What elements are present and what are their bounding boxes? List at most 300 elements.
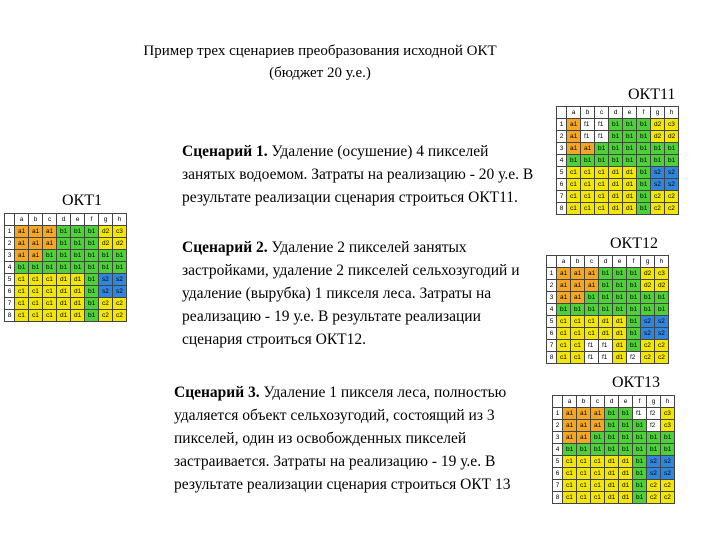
grid-col-header: h	[665, 107, 679, 119]
grid-cell: b1	[619, 444, 633, 456]
grid-col-header: g	[647, 396, 661, 408]
grid-row	[553, 492, 675, 504]
grid-cell: c1	[563, 456, 577, 468]
grid-row	[557, 119, 679, 131]
grid-cell: b1	[29, 262, 43, 274]
grid-cell: f1	[595, 131, 609, 143]
grid-cell: c1	[563, 468, 577, 480]
grid-cell: b1	[99, 262, 113, 274]
grid-cell: b1	[605, 444, 619, 456]
grid-cell: s2	[113, 274, 127, 286]
grid-cell: s2	[651, 179, 665, 191]
grid-cell: b1	[599, 280, 613, 292]
grid-cell: c2	[641, 340, 655, 352]
grid-cell: c1	[43, 274, 57, 286]
grid-cell: b1	[647, 432, 661, 444]
grid-cell: c2	[655, 340, 669, 352]
grid-cell: c1	[591, 480, 605, 492]
grid-row-number: 3	[547, 292, 557, 304]
grid-cell: b1	[613, 268, 627, 280]
grid-cell: s2	[99, 286, 113, 298]
grid-row-number: 8	[5, 310, 15, 322]
grid-cell: s2	[651, 167, 665, 179]
grid-cell: c1	[571, 316, 585, 328]
grid-cell: a1	[29, 226, 43, 238]
grid-cell: a1	[563, 432, 577, 444]
grid-row-number: 2	[547, 280, 557, 292]
grid-cell: f2	[627, 352, 641, 364]
page-title	[60, 40, 580, 84]
grid-row-number: 5	[553, 456, 563, 468]
grid-row	[553, 420, 675, 432]
grid-cell: b1	[85, 298, 99, 310]
grid-row	[5, 250, 127, 262]
grid-cell: c1	[563, 480, 577, 492]
grid-col-header: b	[571, 256, 585, 268]
grid-corner	[5, 214, 15, 226]
grid-cell: c1	[585, 316, 599, 328]
grid-cell: c1	[591, 468, 605, 480]
grid-cell: c1	[43, 310, 57, 322]
grid-cell: c1	[571, 328, 585, 340]
grid-cell: b1	[595, 143, 609, 155]
grid-cell: b1	[585, 292, 599, 304]
grid-cell: b1	[85, 274, 99, 286]
grid-row	[5, 226, 127, 238]
grid-cell: d1	[613, 352, 627, 364]
grid-cell: c2	[99, 310, 113, 322]
grid-cell: b1	[15, 262, 29, 274]
grid-cell: b1	[99, 250, 113, 262]
grid-row-number: 6	[557, 179, 567, 191]
grid-row-number: 6	[547, 328, 557, 340]
grid-row	[557, 191, 679, 203]
grid-cell: b1	[591, 444, 605, 456]
scenario-3-head: Сценарий 3.	[174, 384, 260, 401]
grid-cell: a1	[585, 268, 599, 280]
grid-cell: f1	[633, 408, 647, 420]
grid-cell: a1	[571, 268, 585, 280]
grid-cell: c2	[661, 480, 675, 492]
grid-cell: b1	[633, 468, 647, 480]
grid-cell: a1	[43, 238, 57, 250]
grid-cell: d1	[71, 286, 85, 298]
grid-cell: f1	[599, 340, 613, 352]
grid-cell: s2	[647, 468, 661, 480]
grid-row	[557, 167, 679, 179]
grid-row	[553, 408, 675, 420]
grid-cell: d1	[71, 310, 85, 322]
grid-col-header: a	[15, 214, 29, 226]
grid-row-number: 7	[557, 191, 567, 203]
grid-row	[547, 292, 669, 304]
grid-row-number: 3	[5, 250, 15, 262]
grid-cell: b1	[609, 155, 623, 167]
grid-cell: a1	[567, 143, 581, 155]
grid-cell: d2	[655, 280, 669, 292]
grid-row	[547, 328, 669, 340]
grid-cell: b1	[85, 250, 99, 262]
grid-cell: b1	[113, 262, 127, 274]
grid-cell: a1	[29, 238, 43, 250]
grid-cell: d2	[651, 131, 665, 143]
grid-cell: c1	[577, 480, 591, 492]
grid-cell: a1	[557, 268, 571, 280]
grid-cell: c1	[581, 179, 595, 191]
grid-cell: c1	[15, 310, 29, 322]
grid-cell: b1	[637, 179, 651, 191]
grid-cell: b1	[591, 432, 605, 444]
grid-row	[5, 238, 127, 250]
grid-cell: b1	[595, 155, 609, 167]
grid-cell: d2	[651, 119, 665, 131]
grid-cell: c1	[15, 298, 29, 310]
grid-cell: b1	[627, 292, 641, 304]
grid-cell: s2	[661, 468, 675, 480]
grid-cell: b1	[655, 304, 669, 316]
grid-corner	[557, 107, 567, 119]
grid-cell: b1	[605, 432, 619, 444]
grid-cell: a1	[29, 250, 43, 262]
grid-cell: b1	[651, 143, 665, 155]
grid-row	[553, 444, 675, 456]
scenario-2-text: Удаление 2 пикселей занятых застройками, удаление 2 пикселей сельхозугодий и удаление (вырубка) 1 пикселя леса. Затраты на реализацию - 19 у.е. В результате реализации сценария строиться ОКТ12.	[182, 239, 520, 348]
grid-cell: b1	[627, 340, 641, 352]
grid-cell: d1	[613, 340, 627, 352]
grid-cell: b1	[651, 155, 665, 167]
grid-cell: b1	[627, 304, 641, 316]
grid-cell: b1	[577, 444, 591, 456]
grid-col-header: c	[43, 214, 57, 226]
grid-cell: s2	[113, 286, 127, 298]
grid-cell: c1	[563, 492, 577, 504]
grid-cell: c1	[557, 352, 571, 364]
grid-row-number: 4	[557, 155, 567, 167]
grid-row	[557, 179, 679, 191]
grid-cell: b1	[633, 492, 647, 504]
grid-cell: b1	[581, 155, 595, 167]
grid-cell: b1	[661, 432, 675, 444]
scenario-3	[174, 381, 524, 496]
scenario-1	[182, 140, 537, 209]
grid-row	[557, 143, 679, 155]
grid-corner	[553, 396, 563, 408]
grid-cell: c1	[577, 456, 591, 468]
grid-cell: b1	[85, 226, 99, 238]
grid-cell: f1	[595, 119, 609, 131]
grid-cell: b1	[641, 292, 655, 304]
grid-cell: c2	[647, 492, 661, 504]
grid-cell: b1	[613, 304, 627, 316]
grid-cell: b1	[585, 304, 599, 316]
grid-col-header: g	[651, 107, 665, 119]
grid-col-header: f	[85, 214, 99, 226]
grid-row	[547, 340, 669, 352]
grid-col-header: b	[581, 107, 595, 119]
grid-row-number: 4	[5, 262, 15, 274]
grid-cell: d1	[619, 480, 633, 492]
title-line-2: (бюджет 20 у.е.)	[269, 65, 371, 81]
grid-cell: d1	[57, 298, 71, 310]
grid-cell: c2	[655, 352, 669, 364]
grid-cell: a1	[567, 131, 581, 143]
grid-cell: c1	[595, 191, 609, 203]
grid-cell: b1	[637, 119, 651, 131]
grid-cell: c3	[113, 226, 127, 238]
grid-row-number: 6	[553, 468, 563, 480]
grid-cell: b1	[599, 304, 613, 316]
grid-cell: c2	[665, 203, 679, 215]
grid-row	[557, 155, 679, 167]
grid-cell: b1	[609, 143, 623, 155]
scenario-3-text: Удаление 1 пикселя леса, полностью удаляется объект сельхозугодий, состоящий из 3 пикселей, один из освобожденных пикселей застраивается. Затраты на реализацию - 19 у.е. В результате реализации сценария строиться ОКТ 13	[174, 384, 511, 493]
grid-cell: d1	[609, 179, 623, 191]
grid-cell: c3	[661, 420, 675, 432]
grid-row	[5, 262, 127, 274]
grid-cell: a1	[557, 280, 571, 292]
grid-cell: c1	[581, 203, 595, 215]
grid-cell: b1	[627, 316, 641, 328]
grid-cell: s2	[655, 328, 669, 340]
grid-row	[547, 316, 669, 328]
grid-cell: d1	[623, 191, 637, 203]
grid-cell: a1	[571, 280, 585, 292]
grid-col-header: d	[605, 396, 619, 408]
grid-cell: d2	[665, 131, 679, 143]
grid-cell: d2	[99, 226, 113, 238]
grid-cell: a1	[585, 280, 599, 292]
scenario-2-head: Сценарий 2.	[182, 239, 268, 256]
grid-cell: f1	[599, 352, 613, 364]
grid-cell: f1	[581, 131, 595, 143]
grid-cell: b1	[633, 420, 647, 432]
grid-cell: b1	[613, 280, 627, 292]
grid-row-number: 3	[557, 143, 567, 155]
grid-cell: s2	[99, 274, 113, 286]
grid-col-header: c	[595, 107, 609, 119]
grid-cell: d1	[605, 456, 619, 468]
grid-col-header: e	[71, 214, 85, 226]
grid-row-number: 8	[553, 492, 563, 504]
grid-cell: c2	[661, 492, 675, 504]
grid-col-header: g	[99, 214, 113, 226]
grid-cell: s2	[641, 316, 655, 328]
grid-cell: a1	[571, 292, 585, 304]
grid-row	[5, 274, 127, 286]
grid-cell: d1	[71, 274, 85, 286]
grid-col-header: h	[655, 256, 669, 268]
grid-okt11	[556, 106, 679, 215]
grid-row-number: 7	[5, 298, 15, 310]
grid-cell: b1	[609, 131, 623, 143]
grid-cell: a1	[43, 226, 57, 238]
grid-cell: f1	[585, 352, 599, 364]
grid-cell: b1	[619, 420, 633, 432]
grid-row-number: 4	[547, 304, 557, 316]
grid-cell: d1	[57, 286, 71, 298]
grid-row-number: 7	[553, 480, 563, 492]
grid-label-okt11: ОКТ11	[628, 86, 676, 103]
grid-cell: b1	[637, 203, 651, 215]
grid-row	[5, 298, 127, 310]
grid-cell: f2	[647, 420, 661, 432]
grid-cell: a1	[591, 420, 605, 432]
grid-corner	[547, 256, 557, 268]
grid-cell: a1	[577, 408, 591, 420]
grid-cell: b1	[613, 292, 627, 304]
grid-cell: b1	[623, 143, 637, 155]
grid-cell: b1	[599, 292, 613, 304]
grid-cell: b1	[57, 250, 71, 262]
grid-cell: b1	[633, 444, 647, 456]
grid-row-number: 7	[547, 340, 557, 352]
grid-okt1	[4, 213, 127, 322]
grid-row-number: 4	[553, 444, 563, 456]
grid-cell: b1	[641, 304, 655, 316]
grid-cell: c1	[557, 316, 571, 328]
grid-cell: b1	[43, 250, 57, 262]
grid-cell: c1	[15, 286, 29, 298]
grid-okt13	[552, 395, 675, 504]
grid-cell: d1	[609, 167, 623, 179]
grid-row	[557, 203, 679, 215]
grid-row	[547, 268, 669, 280]
grid-cell: c1	[567, 179, 581, 191]
grid-cell: b1	[71, 226, 85, 238]
grid-cell: b1	[605, 420, 619, 432]
grid-cell: f1	[585, 340, 599, 352]
grid-col-header: e	[623, 107, 637, 119]
grid-cell: a1	[591, 408, 605, 420]
grid-cell: d1	[57, 310, 71, 322]
grid-cell: c1	[29, 274, 43, 286]
grid-row-number: 5	[5, 274, 15, 286]
scenario-1-text: Удаление (осушение) 4 пикселей занятых водоемом. Затраты на реализацию - 20 у.е. В результате реализации сценария строиться ОКТ11.	[182, 143, 534, 206]
grid-cell: c1	[557, 328, 571, 340]
grid-cell: c1	[577, 468, 591, 480]
grid-col-header: h	[113, 214, 127, 226]
grid-cell: d1	[605, 468, 619, 480]
grid-cell: b1	[563, 444, 577, 456]
grid-cell: d1	[609, 191, 623, 203]
grid-cell: c1	[557, 340, 571, 352]
grid-cell: d1	[605, 492, 619, 504]
grid-cell: s2	[665, 167, 679, 179]
grid-cell: b1	[633, 480, 647, 492]
grid-cell: a1	[15, 238, 29, 250]
grid-row-number: 1	[547, 268, 557, 280]
grid-cell: a1	[567, 119, 581, 131]
grid-cell: b1	[557, 304, 571, 316]
grid-col-header: h	[661, 396, 675, 408]
grid-cell: b1	[605, 408, 619, 420]
grid-row-number: 1	[553, 408, 563, 420]
grid-cell: a1	[15, 226, 29, 238]
grid-cell: c1	[567, 203, 581, 215]
grid-cell: s2	[655, 316, 669, 328]
grid-cell: c2	[651, 191, 665, 203]
grid-cell: b1	[85, 310, 99, 322]
grid-row	[557, 131, 679, 143]
grid-col-header: f	[627, 256, 641, 268]
grid-cell: b1	[627, 328, 641, 340]
grid-cell: c1	[567, 191, 581, 203]
grid-cell: b1	[627, 280, 641, 292]
grid-cell: s2	[665, 179, 679, 191]
grid-cell: b1	[57, 238, 71, 250]
grid-cell: b1	[567, 155, 581, 167]
grid-cell: b1	[71, 262, 85, 274]
grid-col-header: d	[609, 107, 623, 119]
grid-cell: a1	[577, 432, 591, 444]
grid-cell: a1	[581, 143, 595, 155]
grid-cell: b1	[57, 226, 71, 238]
grid-cell: b1	[57, 262, 71, 274]
grid-cell: c2	[641, 352, 655, 364]
grid-cell: b1	[43, 262, 57, 274]
grid-cell: d1	[613, 316, 627, 328]
grid-cell: c3	[665, 119, 679, 131]
grid-cell: c1	[567, 167, 581, 179]
grid-okt12	[546, 255, 669, 364]
grid-cell: s2	[661, 456, 675, 468]
grid-cell: c1	[571, 352, 585, 364]
grid-col-header: e	[619, 396, 633, 408]
grid-cell: d1	[613, 328, 627, 340]
grid-cell: b1	[665, 143, 679, 155]
grid-cell: d2	[641, 268, 655, 280]
grid-cell: s2	[647, 456, 661, 468]
grid-cell: c1	[591, 456, 605, 468]
grid-col-header: f	[633, 396, 647, 408]
grid-label-okt1: ОКТ1	[62, 192, 102, 209]
grid-cell: b1	[599, 268, 613, 280]
grid-cell: b1	[113, 250, 127, 262]
grid-cell: c1	[43, 298, 57, 310]
grid-cell: b1	[85, 238, 99, 250]
grid-cell: c3	[661, 408, 675, 420]
grid-cell: d2	[99, 238, 113, 250]
grid-cell: b1	[619, 432, 633, 444]
grid-cell: c1	[29, 298, 43, 310]
grid-cell: a1	[563, 420, 577, 432]
grid-cell: d1	[605, 480, 619, 492]
grid-cell: d1	[57, 274, 71, 286]
grid-cell: d1	[619, 468, 633, 480]
grid-cell: c2	[651, 203, 665, 215]
grid-cell: c1	[43, 286, 57, 298]
grid-row	[5, 310, 127, 322]
grid-col-header: d	[57, 214, 71, 226]
grid-row-number: 8	[557, 203, 567, 215]
grid-cell: b1	[609, 119, 623, 131]
grid-label-okt13: ОКТ13	[612, 374, 660, 391]
grid-col-header: d	[599, 256, 613, 268]
grid-cell: a1	[563, 408, 577, 420]
grid-cell: a1	[15, 250, 29, 262]
grid-cell: b1	[619, 408, 633, 420]
scenario-1-head: Сценарий 1.	[182, 143, 268, 160]
grid-cell: c1	[571, 340, 585, 352]
grid-row-number: 2	[5, 238, 15, 250]
grid-row	[553, 468, 675, 480]
grid-col-header: g	[641, 256, 655, 268]
grid-cell: f2	[647, 408, 661, 420]
grid-cell: d1	[599, 328, 613, 340]
grid-cell: c1	[29, 286, 43, 298]
grid-cell: b1	[637, 155, 651, 167]
grid-cell: b1	[85, 262, 99, 274]
